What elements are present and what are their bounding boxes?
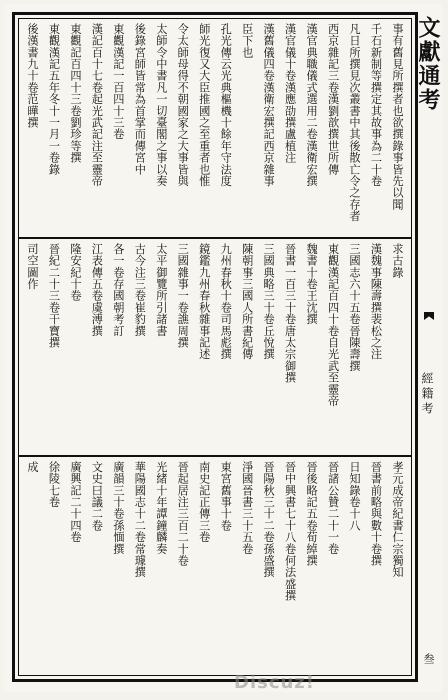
book-title: 文獻通考 — [415, 16, 441, 112]
text-column: 華陽國志十二卷常璩撰 — [133, 461, 147, 578]
text-column: 東觀漢記百四十卷自光武至靈帝 — [326, 243, 340, 407]
text-column: 晉諸公贊二十一卷 — [326, 461, 340, 555]
text-band-top — [25, 19, 405, 235]
text-band-middle — [25, 239, 405, 453]
text-column: 晉紀二十三卷干寶撰 — [47, 243, 61, 349]
text-column: 陳朝事三國人所書紀傳 — [240, 243, 254, 360]
text-column: 三國雜事一卷譙周撰 — [176, 243, 190, 349]
text-band-bottom — [25, 457, 405, 673]
text-column: 漢記百十七卷起光武記注至靈帝 — [90, 23, 104, 187]
text-column: 日知錄卷十八 — [348, 461, 362, 532]
text-column: 成 — [26, 461, 39, 473]
text-column: 廣韻三十卷孫愐撰 — [111, 461, 125, 555]
text-column: 晉後略記五卷荀綽撰 — [305, 461, 319, 567]
text-column: 晉陽秋三十二卷孫盛撰 — [262, 461, 276, 578]
text-column: 徐陵七卷 — [47, 461, 61, 508]
text-column: 三國典略三十卷丘悅撰 — [262, 243, 276, 360]
text-column: 隆安紀十卷 — [68, 243, 82, 302]
text-column: 漢舊儀四卷漢衛宏撰記西京雜事 — [262, 23, 276, 187]
text-column: 後錄宮師皆常為首掌而傳宮中 — [133, 23, 147, 176]
text-column: 漢魏事陳壽撰裴松之注 — [369, 243, 383, 360]
section-label: 經籍考 — [420, 372, 434, 417]
page-frame-inner — [18, 18, 412, 676]
text-column: 千石新制等撰定其故事為二十卷 — [369, 23, 383, 187]
text-column: 三國志六十五卷晉陳壽撰 — [348, 243, 362, 372]
text-column: 令太師母得不朝國家之大事皆與 — [176, 23, 190, 187]
text-column: 東觀漢記一百四十三卷 — [111, 23, 125, 140]
text-column: 南史記正傳三卷 — [197, 461, 211, 543]
text-column: 西京雜記三卷漢劉歆撰世所傳 — [326, 23, 340, 176]
page-number: 叁 — [422, 653, 435, 666]
text-column: 晉中興書七十八卷何法盛撰 — [283, 461, 297, 602]
column-group — [25, 23, 405, 231]
text-column: 司空圖作 — [26, 243, 39, 290]
column-group — [25, 461, 405, 669]
text-column: 各一卷存國朝考訂 — [111, 243, 125, 337]
text-column: 孔光傳云光典樞機十餘年守法度 — [219, 23, 233, 187]
text-column: 江表傳五卷虞溥撰 — [90, 243, 104, 337]
text-column: 東觀記百四十三卷劉珍等撰 — [68, 23, 82, 164]
text-column: 凡日所撰見次叢書中其後散亡令之存者 — [348, 23, 362, 222]
text-column: 東宮舊事十卷 — [219, 461, 233, 532]
page-frame — [12, 12, 418, 682]
text-column: 廣興記二十四卷 — [68, 461, 82, 543]
text-column: 東觀漢記五年冬十一月一卷錄 — [47, 23, 61, 176]
text-column: 晉起居注三百二十卷 — [176, 461, 190, 567]
text-column: 淨國晉書三十五卷 — [240, 461, 254, 555]
text-column: 漢官典職儀式選用二卷漢衛宏撰 — [305, 23, 319, 187]
text-column: 孝元成帝紀書仁宗獨知 — [390, 461, 404, 578]
text-column: 古今注三卷崔豹撰 — [133, 243, 147, 337]
text-column: 臣下也 — [240, 23, 254, 59]
text-column: 魏書十卷王沈撰 — [305, 243, 319, 325]
fishtail-mark-icon — [424, 312, 434, 320]
text-column: 九州春秋十卷司馬彪撰 — [219, 243, 233, 360]
text-column: 事有舊見所撰者也欲撰錄事皆先以聞 — [390, 23, 404, 211]
text-column: 漢官儀十卷漢應劭撰盧植注 — [283, 23, 297, 164]
text-column: 太平御覽所引諸書 — [154, 243, 168, 337]
text-column: 晉書前略與數十卷撰 — [369, 461, 383, 567]
text-column: 求古錄 — [390, 243, 404, 279]
text-column: 師光復又大臣推國之至重者也惟 — [197, 23, 211, 187]
text-column: 鏡鑑九州春秋雜事記述 — [197, 243, 211, 360]
text-column: 太師令中書凡一切臺閣之事以奏 — [154, 23, 168, 187]
margin-strip — [414, 12, 442, 676]
text-column: 文史曰議二卷 — [90, 461, 104, 532]
text-column: 光緒十年譚鐘麟奏 — [154, 461, 168, 555]
watermark: Discuz! — [234, 672, 315, 693]
book-page — [4, 4, 442, 692]
column-group — [25, 243, 405, 449]
text-column: 後漢書九十卷范曄撰 — [26, 23, 39, 129]
text-column: 晉書一百三十卷唐太宗御撰 — [283, 243, 297, 384]
